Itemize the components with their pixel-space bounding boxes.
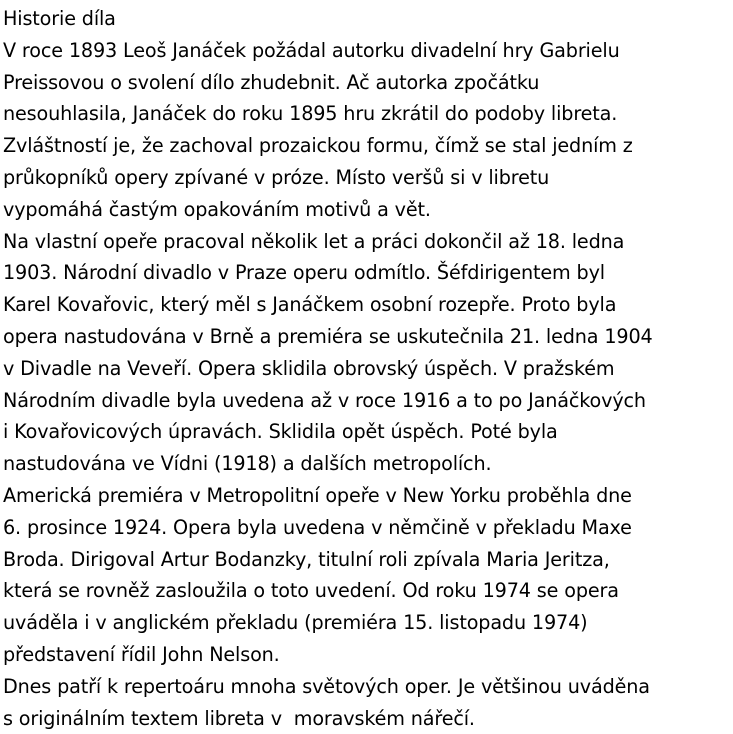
paragraph-1	[3, 35, 731, 226]
paragraph-line: 6. prosince 1924. Opera byla uvedena v němčině v překladu Maxe	[3, 515, 632, 539]
paragraph-line: Národním divadle byla uvedena až v roce 1916 a to po Janáčkových	[3, 388, 646, 412]
paragraph-line: Preissovou o svolení dílo zhudebnit. Ač autorka zpočátku	[3, 70, 540, 94]
paragraph-line: která se rovněž zasloužila o toto uvedení. Od roku 1974 se opera	[3, 579, 619, 603]
paragraph-line: nesouhlasila, Janáček do roku 1895 hru zkrátil do podoby libreta.	[3, 102, 618, 126]
paragraph-line: nastudována ve Vídni (1918) a dalších metropolích.	[3, 452, 492, 476]
paragraph-line: Americká premiéra v Metropolitní opeře v New Yorku proběhla dne	[3, 483, 632, 507]
paragraph-2	[3, 226, 731, 480]
paragraph-3	[3, 480, 731, 671]
paragraph-line: uváděla i v anglickém překladu (premiéra 15. listopadu 1974)	[3, 611, 588, 635]
paragraph-line: V roce 1893 Leoš Janáček požádal autorku divadelní hry Gabrielu	[3, 38, 620, 62]
paragraph-line: i Kovařovicových úpravách. Sklidila opět úspěch. Poté byla	[3, 420, 558, 444]
paragraph-line: vypomáhá častým opakováním motivů a vět.	[3, 197, 431, 221]
paragraph-line: s originálním textem libreta v moravském nářečí.	[3, 706, 475, 730]
paragraph-line: Zvláštností je, že zachoval prozaickou formu, čímž se stal jedním z	[3, 134, 633, 158]
paragraph-line: v Divadle na Veveří. Opera sklidila obrovský úspěch. V pražském	[3, 356, 615, 380]
paragraph-line: Karel Kovařovic, který měl s Janáčkem osobní rozepře. Proto byla	[3, 293, 617, 317]
paragraph-line: opera nastudována v Brně a premiéra se uskutečnila 21. ledna 1904	[3, 324, 653, 348]
paragraph-line: Na vlastní opeře pracoval několik let a práci dokončil až 18. ledna	[3, 229, 625, 253]
paragraph-line: Dnes patří k repertoáru mnoha světových oper. Je většinou uváděna	[3, 674, 650, 698]
paragraph-line: představení řídil John Nelson.	[3, 642, 280, 666]
paragraph-line: Broda. Dirigoval Artur Bodanzky, titulní roli zpívala Maria Jeritza,	[3, 547, 610, 571]
paragraph-line: 1903. Národní divadlo v Praze operu odmítlo. Šéfdirigentem byl	[3, 261, 605, 285]
section-title: Historie díla	[3, 7, 116, 30]
paragraph-4	[3, 671, 731, 734]
document-body	[3, 3, 731, 734]
paragraph-line: průkopníků opery zpívané v próze. Místo veršů si v libretu	[3, 165, 550, 189]
